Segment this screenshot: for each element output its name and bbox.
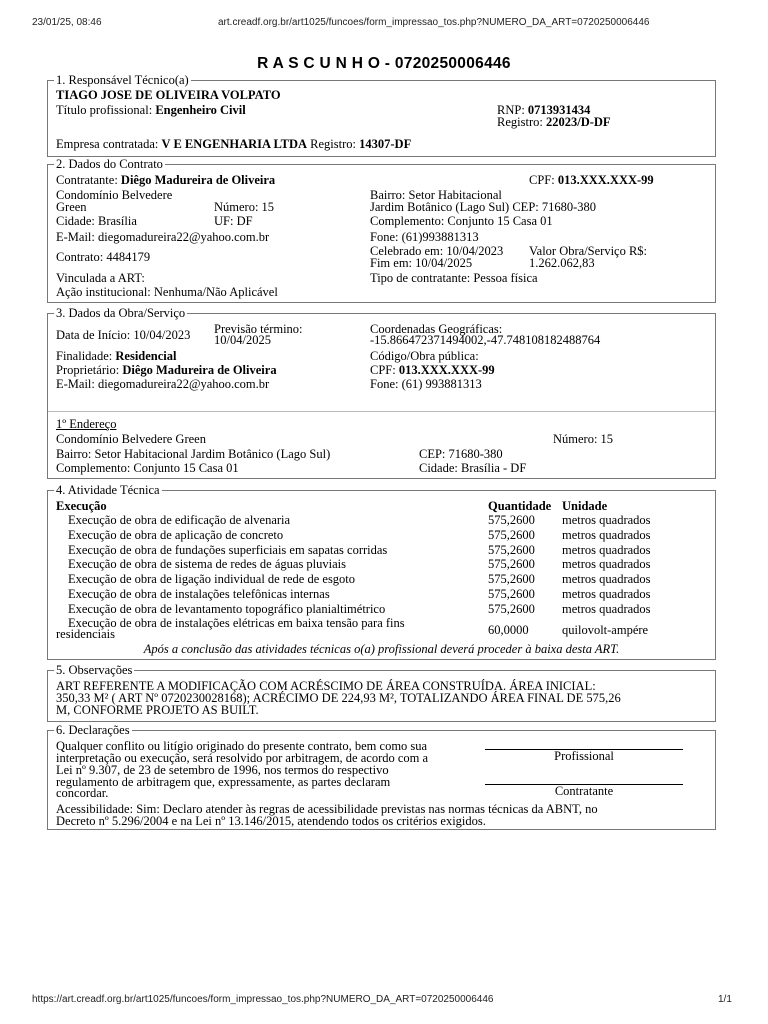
atividade-desc: Execução de obra de aplicação de concreto bbox=[68, 528, 284, 542]
atividade-desc: Execução de obra de fundações superficiais em sapatas corridas bbox=[68, 543, 388, 557]
obra-cidade: Cidade: Brasília - DF bbox=[419, 461, 527, 475]
contrato-numero: Contrato: 4484179 bbox=[56, 250, 151, 264]
obra-endereco: Condomínio Belvedere Green bbox=[56, 432, 206, 446]
section-4-legend: 4. Atividade Técnica bbox=[56, 483, 160, 497]
celebrado-em: Celebrado em: 10/04/2023 bbox=[370, 244, 504, 258]
atividade-unidade: metros quadrados bbox=[562, 602, 651, 616]
proprietario: Proprietário: Diêgo Madureira de Oliveira bbox=[56, 363, 277, 377]
section-dados-contrato bbox=[47, 157, 716, 303]
signature-profissional: Profissional bbox=[554, 749, 614, 763]
atividade-qtd: 575,2600 bbox=[488, 572, 535, 586]
declaracao-line5: concordar. bbox=[56, 786, 109, 800]
atividade-unidade: metros quadrados bbox=[562, 557, 651, 571]
footer-url: https://art.creadf.org.br/art1025/funcoes/form_impressao_tos.php?NUMERO_DA_ART=0720250006446 bbox=[32, 994, 494, 1005]
registro-profissional: Registro: 22023/D-DF bbox=[497, 115, 611, 129]
declaracao-line3: Lei nº 9.307, de 23 de setembro de 1996, nos termos do respectivo bbox=[56, 763, 389, 777]
coordenadas-label: Coordenadas Geográficas: bbox=[370, 322, 503, 336]
atividade-desc: Execução de obra de ligação individual de rede de esgoto bbox=[68, 572, 356, 586]
print-datetime: 23/01/25, 08:46 bbox=[32, 17, 102, 28]
atividade-desc-last-line1: Execução de obra de instalações elétricas em baixa tensão para fins bbox=[68, 616, 405, 630]
atividade-desc: Execução de obra de sistema de redes de águas pluviais bbox=[68, 557, 347, 571]
section-3-legend: 3. Dados da Obra/Serviço bbox=[56, 306, 186, 320]
bairro-line2: Jardim Botânico (Lago Sul) CEP: 71680-380 bbox=[370, 200, 597, 214]
declaracao-line4: regulamento de arbitragem que, expressamente, as partes declaram bbox=[56, 775, 391, 789]
obra-numero: Número: 15 bbox=[553, 432, 614, 446]
endereco-numero: Número: 15 bbox=[214, 200, 275, 214]
acessibilidade-line2: Decreto nº 5.296/2004 e na Lei nº 13.146/2015, atendendo todos os critérios exigidos. bbox=[56, 814, 486, 828]
divider bbox=[48, 411, 715, 412]
proprietario-cpf: CPF: 013.XXX.XXX-99 bbox=[370, 363, 495, 377]
contratante: Contratante: Diêgo Madureira de Oliveira bbox=[56, 173, 276, 187]
responsavel-name: TIAGO JOSE DE OLIVEIRA VOLPATO bbox=[56, 88, 281, 102]
section-5-legend: 5. Observações bbox=[56, 663, 133, 677]
previsao-label: Previsão término: bbox=[214, 322, 303, 336]
section-observacoes bbox=[47, 663, 716, 722]
section-6-legend: 6. Declarações bbox=[56, 723, 130, 737]
atividade-desc-last-line2: residenciais bbox=[56, 627, 116, 641]
atividade-unidade: metros quadrados bbox=[562, 528, 651, 542]
codigo-obra: Código/Obra pública: bbox=[370, 349, 479, 363]
observacao-line1: ART REFERENTE A MODIFICAÇÃO COM ACRÉSCIMO DE ÁREA CONSTRUÍDA. ÁREA INICIAL: bbox=[56, 679, 596, 693]
endereco-line1: Condomínio Belvedere bbox=[56, 188, 173, 202]
section-dados-obra bbox=[47, 306, 716, 479]
endereco-line2: Green bbox=[56, 200, 87, 214]
complemento: Complemento: Conjunto 15 Casa 01 bbox=[370, 214, 553, 228]
obra-bairro: Bairro: Setor Habitacional Jardim Botânico (Lago Sul) bbox=[56, 447, 331, 461]
previsao-value: 10/04/2025 bbox=[214, 333, 271, 347]
fim-em: Fim em: 10/04/2025 bbox=[370, 256, 473, 270]
contratante-cpf: CPF: 013.XXX.XXX-99 bbox=[529, 173, 654, 187]
tipo-contratante: Tipo de contratante: Pessoa física bbox=[370, 271, 538, 285]
data-inicio: Data de Início: 10/04/2023 bbox=[56, 328, 191, 342]
empresa-contratada: Empresa contratada: V E ENGENHARIA LTDA Registro: 14307-DF bbox=[56, 137, 412, 151]
obra-cep: CEP: 71680-380 bbox=[419, 447, 503, 461]
obra-complemento: Complemento: Conjunto 15 Casa 01 bbox=[56, 461, 239, 475]
titulo-profissional: Título profissional: Engenheiro Civil bbox=[56, 103, 246, 117]
page-number: 1/1 bbox=[718, 994, 732, 1005]
atividade-desc: Execução de obra de instalações telefônicas internas bbox=[68, 587, 330, 601]
col-unidade: Unidade bbox=[562, 499, 608, 513]
atividade-unidade: metros quadrados bbox=[562, 587, 651, 601]
endereco-title: 1º Endereço bbox=[56, 417, 117, 431]
col-execucao: Execução bbox=[56, 499, 107, 513]
coordenadas-value: -15.866472371494002,-47.748108182488764 bbox=[370, 333, 601, 347]
contratante-fone: Fone: (61)993881313 bbox=[370, 230, 479, 244]
atividade-desc: Execução de obra de edificação de alvenaria bbox=[68, 513, 291, 527]
acao-institucional: Ação institucional: Nenhuma/Não Aplicável bbox=[56, 285, 278, 299]
declaracao-line2: interpretação ou execução, será resolvido por arbitragem, de acordo com a bbox=[56, 751, 429, 765]
proprietario-email: E-Mail: diegomadureira22@yahoo.com.br bbox=[56, 377, 270, 391]
atividade-qtd: 575,2600 bbox=[488, 528, 535, 542]
valor-obra-label: Valor Obra/Serviço R$: bbox=[529, 244, 648, 258]
cidade: Cidade: Brasília bbox=[56, 214, 137, 228]
atividade-qtd-last: 60,0000 bbox=[488, 623, 529, 637]
rnp: RNP: 0713931434 bbox=[497, 103, 591, 117]
section-atividade-tecnica bbox=[47, 483, 716, 660]
atividade-qtd: 575,2600 bbox=[488, 543, 535, 557]
uf: UF: DF bbox=[214, 214, 253, 228]
atividade-unidade: metros quadrados bbox=[562, 543, 651, 557]
bairro-line1: Bairro: Setor Habitacional bbox=[370, 188, 502, 202]
finalidade: Finalidade: Residencial bbox=[56, 349, 177, 363]
atividade-unidade: metros quadrados bbox=[562, 572, 651, 586]
signature-contratante: Contratante bbox=[554, 784, 614, 798]
valor-obra-value: 1.262.062,83 bbox=[529, 256, 595, 270]
page-title: R A S C U N H O - 0720250006446 bbox=[257, 55, 511, 72]
contratante-email: E-Mail: diegomadureira22@yahoo.com.br bbox=[56, 230, 270, 244]
col-quantidade: Quantidade bbox=[488, 499, 552, 513]
atividade-qtd: 575,2600 bbox=[488, 513, 535, 527]
atividade-qtd: 575,2600 bbox=[488, 557, 535, 571]
observacao-line2: 350,33 M² ( ART Nº 0720230028168); ACRÉCIMO DE 224,93 M², TOTALIZANDO ÁREA FINAL DE 575,26 bbox=[56, 691, 621, 705]
acessibilidade-line1: Acessibilidade: Sim: Declaro atender às regras de acessibilidade previstas nas normas técnicas da ABNT, no bbox=[56, 802, 598, 816]
observacao-line3: M, CONFORME PROJETO AS BUILT. bbox=[56, 703, 259, 717]
declaracao-line1: Qualquer conflito ou litígio originado do presente contrato, bem como sua bbox=[56, 739, 428, 753]
atividade-qtd: 575,2600 bbox=[488, 602, 535, 616]
atividade-unidade-last: quilovolt-ampére bbox=[562, 623, 649, 637]
section-2-legend: 2. Dados do Contrato bbox=[56, 157, 163, 171]
print-url: art.creadf.org.br/art1025/funcoes/form_impressao_tos.php?NUMERO_DA_ART=0720250006446 bbox=[218, 17, 650, 28]
section-1-legend: 1. Responsável Técnico(a) bbox=[56, 73, 189, 87]
baixa-note: Após a conclusão das atividades técnicas o(a) profissional deverá proceder à baixa desta ART. bbox=[143, 642, 620, 656]
atividade-unidade: metros quadrados bbox=[562, 513, 651, 527]
section-declaracoes bbox=[47, 723, 716, 830]
vinculada-art: Vinculada a ART: bbox=[56, 271, 145, 285]
atividade-qtd: 575,2600 bbox=[488, 587, 535, 601]
proprietario-fone: Fone: (61) 993881313 bbox=[370, 377, 482, 391]
atividade-desc: Execução de obra de levantamento topográfico planialtimétrico bbox=[68, 602, 386, 616]
section-responsavel-tecnico bbox=[47, 73, 716, 157]
